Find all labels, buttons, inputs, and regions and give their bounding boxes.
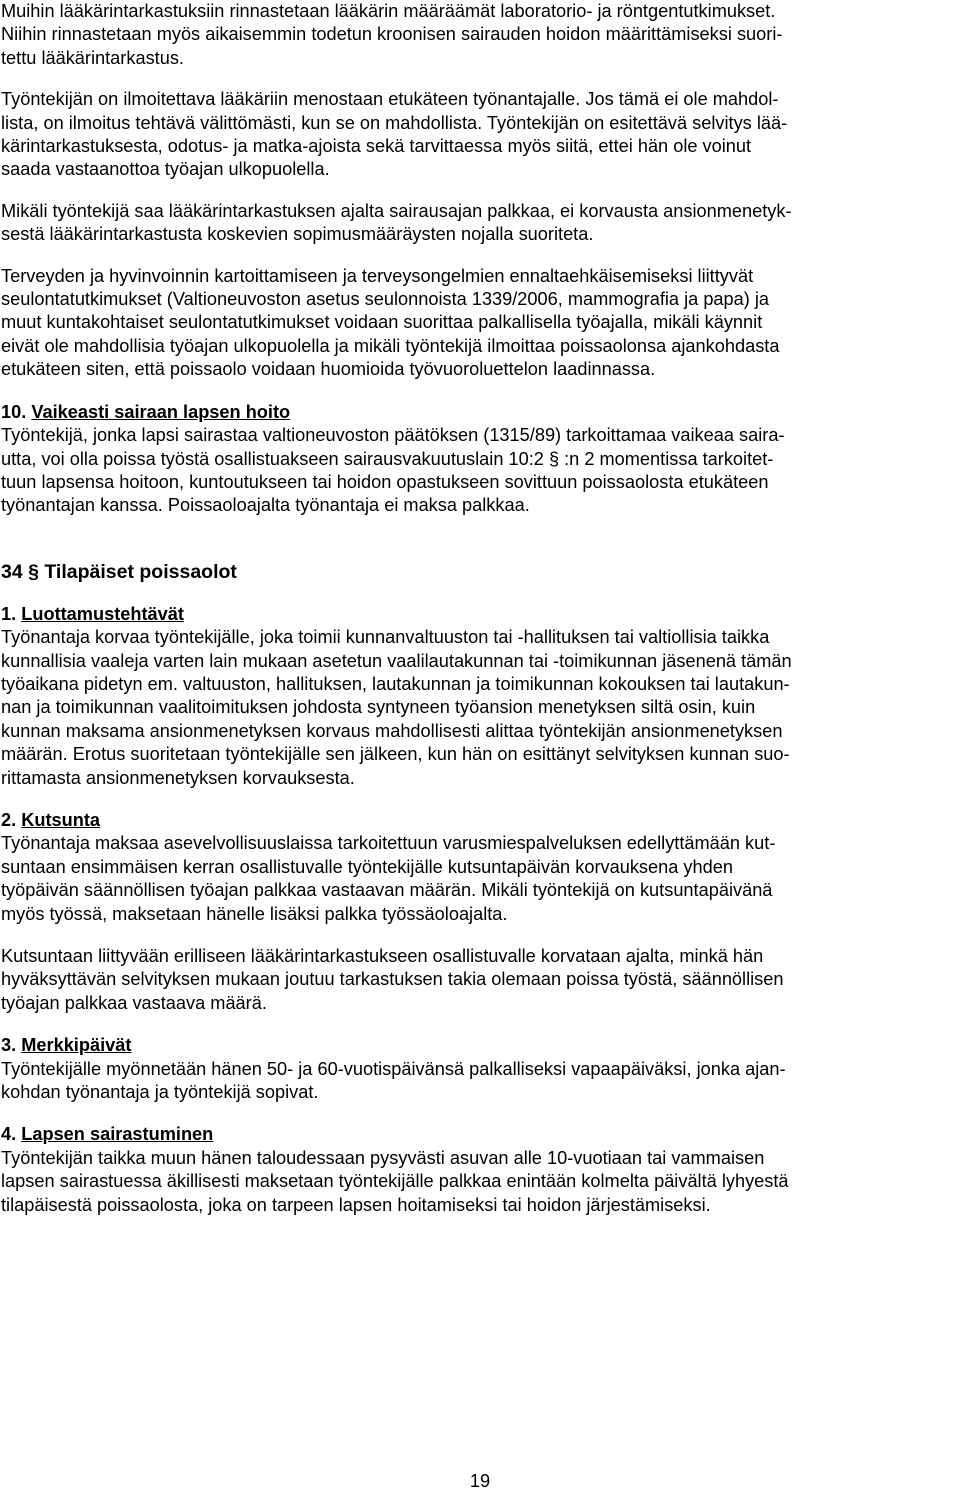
section-heading-2 (1, 809, 959, 832)
text-line: utta, voi olla poissa työstä osallistuakseen sairausvakuutuslain 10:2 § :n 2 momentissa tarkoitet- (1, 448, 774, 469)
text-line: myös työssä, maksetaan hänelle lisäksi palkka työssäoloajalta. (1, 903, 508, 924)
section-number: 4. (1, 1124, 17, 1145)
text-line: tilapäisestä poissaolosta, joka on tarpeen lapsen hoitamiseksi tai hoidon järjestämiseksi. (1, 1194, 711, 1215)
text-line: Työntekijän taikka muun hänen taloudessaan pysyvästi asuvan alle 10-vuotiaan tai vammaisen (1, 1147, 765, 1168)
text-line: työaikana pidetyn em. valtuuston, hallituksen, lautakunnan ja toimikunnan kokouksen tai lautakun- (1, 673, 790, 694)
text-line: lapsen sairastuessa äkillisesti maksetaan työntekijälle palkkaa enintään kolmelta päivältä lyhyestä (1, 1171, 789, 1192)
section-heading-10 (1, 401, 959, 424)
paragraph-screenings (1, 265, 959, 382)
text-line: Terveyden ja hyvinvoinnin kartoittamiseen ja terveysongelmien ennaltaehkäisemiseksi liittyvät (1, 265, 754, 286)
text-line: kohdan työnantaja ja työntekijä sopivat. (1, 1082, 319, 1103)
text-line: kunnan maksama ansionmenetyksen korvaus mahdollisesti alittaa työntekijän ansionmenetyksen (1, 720, 783, 741)
text-line: nan ja toimikunnan vaalitoimituksen johdosta syntyneen työansion menetyksen siltä osin, kuin (1, 697, 756, 718)
paragraph-seriously-ill-child (1, 424, 959, 518)
section-title: Lapsen sairastuminen (21, 1124, 214, 1145)
text-line: Työnantaja korvaa työntekijälle, joka toimii kunnanvaltuuston tai -hallituksen tai valtiollisia taikka (1, 627, 770, 648)
paragraph-sick-pay (1, 200, 959, 247)
paragraph-anniversaries (1, 1058, 959, 1105)
paragraph-lab-tests (1, 0, 959, 70)
section-heading-4 (1, 1123, 959, 1146)
text-line: työajan palkkaa vastaava määrä. (1, 992, 267, 1013)
page-number: 19 (469, 1471, 491, 1491)
text-line: eivät ole mahdollisia työajan ulkopuolella ja mikäli työntekijä ilmoittaa poissaolonsa ajankohdasta (1, 335, 780, 356)
text-line: tuun lapsensa hoitoon, kuntoutukseen tai hoidon opastukseen sovittuun poissaolosta etukäteen (1, 471, 769, 492)
text-line: suntaan ensimmäisen kerran osallistuvalle työntekijälle kutsuntapäivän korvauksena yhden (1, 856, 733, 877)
text-line: rittamasta ansionmenetyksen korvauksesta. (1, 767, 355, 788)
text-line: etukäteen siten, että poissaolo voidaan huomioida työvuoroluettelon laadinnassa. (1, 359, 656, 380)
paragraph-notify-employer (1, 88, 959, 182)
text-line: seulontatutkimukset (Valtioneuvoston asetus seulonnoista 1339/2006, mammografia ja papa) ja (1, 289, 770, 310)
text-line: saada vastaanottoa työajan ulkopuolella. (1, 159, 330, 180)
text-line: hyväksyttävän selvityksen mukaan joutuu tarkastuksen takia olemaan poissa työstä, säännöllisen (1, 969, 784, 990)
chapter-heading: 34 § Tilapäiset poissaolot (1, 560, 237, 583)
text-line: Muihin lääkärintarkastuksiin rinnastetaan lääkärin määräämät laboratorio- ja röntgentutkimukset. (1, 1, 776, 21)
text-line: Kutsuntaan liittyvään erilliseen lääkärintarkastukseen osallistuvalle korvataan ajalta, minkä hän (1, 946, 764, 966)
document-body (1, 0, 959, 1217)
section-title: Merkkipäivät (21, 1035, 132, 1056)
text-line: Niihin rinnastetaan myös aikaisemmin todetun kroonisen sairauden hoidon määrittämiseksi suori- (1, 24, 783, 45)
section-heading-1 (1, 603, 959, 626)
text-line: kunnallisia vaaleja varten lain mukaan asetetun vaalilautakunnan tai -toimikunnan jäsenenä tämän (1, 650, 792, 671)
text-line: kärintarkastuksesta, odotus- ja matka-ajoista sekä tarvittaessa myös siitä, ettei hän ole voinut (1, 136, 752, 157)
section-heading-3 (1, 1034, 959, 1057)
section-number: 2. (1, 809, 17, 830)
section-number: 10. (1, 401, 27, 422)
section-title: Kutsunta (21, 809, 101, 830)
text-line: sestä lääkärintarkastusta koskevien sopimusmääräysten nojalla suoriteta. (1, 224, 594, 245)
section-title: Vaikeasti sairaan lapsen hoito (31, 401, 291, 422)
text-line: Mikäli työntekijä saa lääkärintarkastuksen ajalta sairausajan palkkaa, ei korvausta ansionmenetyk- (1, 200, 792, 221)
text-line: Työntekijä, jonka lapsi sairastaa valtioneuvoston päätöksen (1315/89) tarkoittamaa vaikeaa saira- (1, 425, 785, 446)
text-line: työpäivän säännöllisen työajan palkkaa vastaavan määrän. Mikäli työntekijä on kutsuntapäivänä (1, 880, 773, 901)
section-number: 1. (1, 603, 17, 624)
section-number: 3. (1, 1035, 17, 1056)
paragraph-call-up (1, 832, 959, 926)
text-line: Työnantaja maksaa asevelvollisuuslaissa tarkoitettuun varusmiespalveluksen edellyttämään kut- (1, 833, 776, 854)
text-line: työnantajan kanssa. Poissaoloajalta työnantaja ei maksa palkkaa. (1, 495, 530, 516)
text-line: muut kuntakohtaiset seulontatutkimukset voidaan suorittaa palkallisella työajalla, mikäli käynnit (1, 312, 763, 333)
paragraph-trust-duties (1, 626, 959, 790)
text-line: Työntekijälle myönnetään hänen 50- ja 60-vuotispäivänsä palkalliseksi vapaapäiväksi, jonka ajan- (1, 1058, 786, 1079)
paragraph-call-up-medical (1, 945, 959, 1015)
paragraph-child-illness (1, 1147, 959, 1217)
text-line: määrän. Erotus suoritetaan työntekijälle sen jälkeen, kun hän on esittänyt selvityksen kunnan suo- (1, 744, 790, 765)
text-line: lista, on ilmoitus tehtävä välittömästi, kun se on mahdollista. Työntekijän on esitettävä selvitys lää- (1, 112, 788, 133)
text-line: tettu lääkärintarkastus. (1, 47, 184, 68)
section-title: Luottamustehtävät (21, 603, 184, 624)
text-line: Työntekijän on ilmoitettava lääkäriin menostaan etukäteen työnantajalle. Jos tämä ei ole mahdol- (1, 89, 779, 110)
